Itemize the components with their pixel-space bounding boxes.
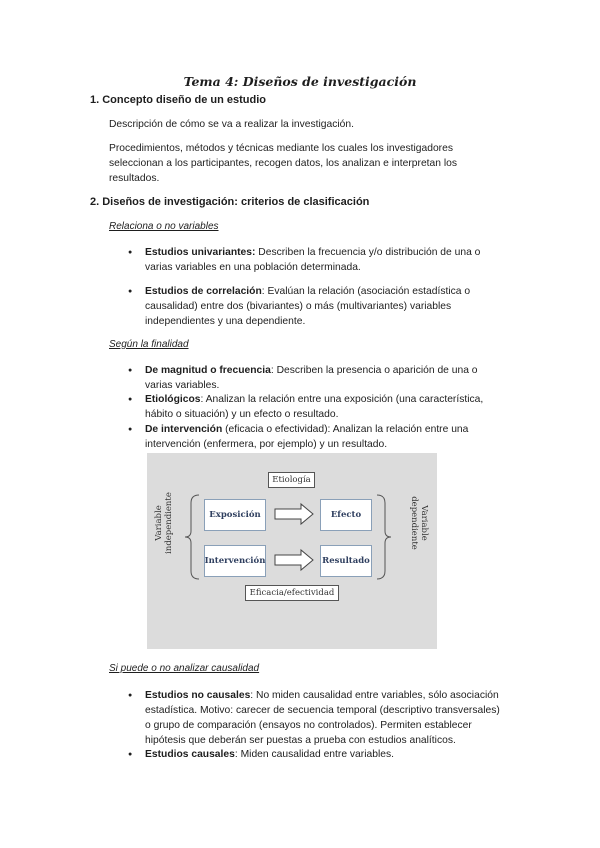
bullet-term: Estudios univariantes: [145,247,256,258]
text-line: intervención (enfermera, por ejemplo) y un resultado. [145,439,388,450]
bullet-term: Etiológicos [145,394,201,405]
text-line: Procedimientos, métodos y técnicas mediante los cuales los investigadores [109,143,453,154]
text-line: o grupo de comparación (ensayos no controlados). Permiten establecer [145,720,472,731]
text-line: varias variables. [145,380,220,391]
text-line: Describen la frecuencia y/o distribución de una o [255,247,481,258]
bullet-causales [145,747,394,762]
text-line: : Miden causalidad entre variables. [234,749,394,760]
text-line: estadística. Motivo: carecer de secuencia temporal (descriptivo transversales) [145,705,500,716]
box-intervencion: Intervención [204,545,266,577]
arrow-icon [275,504,313,524]
bullet-term: Estudios no causales [145,690,251,701]
diagram-lines [147,453,437,649]
text-line: varias variables en una población determinada. [145,262,361,273]
label-variable-independiente: Variable independiente [154,492,174,554]
box-efecto: Efecto [320,499,372,531]
page-title: Tema 4: Diseños de investigación [183,74,417,89]
text-line: seleccionan a los participantes, recogen datos, los analizan e interpretan los [109,158,458,169]
section1-heading: 1. Concepto diseño de un estudio [90,94,267,106]
text-line: : No miden causalidad entre variables, sólo asociación [250,690,499,701]
text-line: hipótesis que deberán ser puestas a prueba con estudios analíticos. [145,735,456,746]
arrow-icon [275,550,313,570]
right-brace-icon [377,495,391,579]
label-variable-dependiente: Variable dependiente [409,496,429,550]
subheading-causalidad: Si puede o no analizar causalidad [109,663,260,674]
bullet-term: Estudios de correlación [145,286,262,297]
bullet-intervencion [145,422,468,452]
text-line: resultados. [109,173,160,184]
bullet-etiologicos [145,392,483,422]
section2-heading: 2. Diseños de investigación: criterios de clasificación [90,196,370,208]
section1-paragraph-2 [109,141,457,186]
box-exposicion: Exposición [204,499,266,531]
text-line: causalidad) entre dos (bivariantes) o más (multivariantes) variables [145,301,452,312]
text-line: : Analizan la relación entre una exposición (una característica, [200,394,484,405]
text-line: hábito o situación) y un efecto o resultado. [145,409,339,420]
bullet-univariantes [145,245,480,275]
text-line: : Describen la presencia o aparición de una o [270,365,478,376]
label-eficacia: Eficacia/efectividad [245,585,339,601]
bullet-term: Estudios causales [145,749,235,760]
text-line: (eficacia o efectividad): Analizan la relación entre una [222,424,469,435]
text-line: : Evalúan la relación (asociación estadística o [261,286,471,297]
left-brace-icon [185,495,199,579]
bullet-correlacion [145,284,470,329]
design-diagram [147,453,437,649]
box-resultado: Resultado [320,545,372,577]
bullet-term: De intervención [145,424,223,435]
label-etiologia: Etiología [268,472,315,488]
text-line: independientes y una dependiente. [145,316,306,327]
bullet-term: De magnitud o frecuencia [145,365,271,376]
subheading-relaciona: Relaciona o no variables [109,221,219,232]
subheading-finalidad: Según la finalidad [109,339,189,350]
bullet-no-causales [145,688,500,748]
section1-paragraph-1: Descripción de cómo se va a realizar la investigación. [109,119,354,130]
bullet-magnitud [145,363,478,393]
